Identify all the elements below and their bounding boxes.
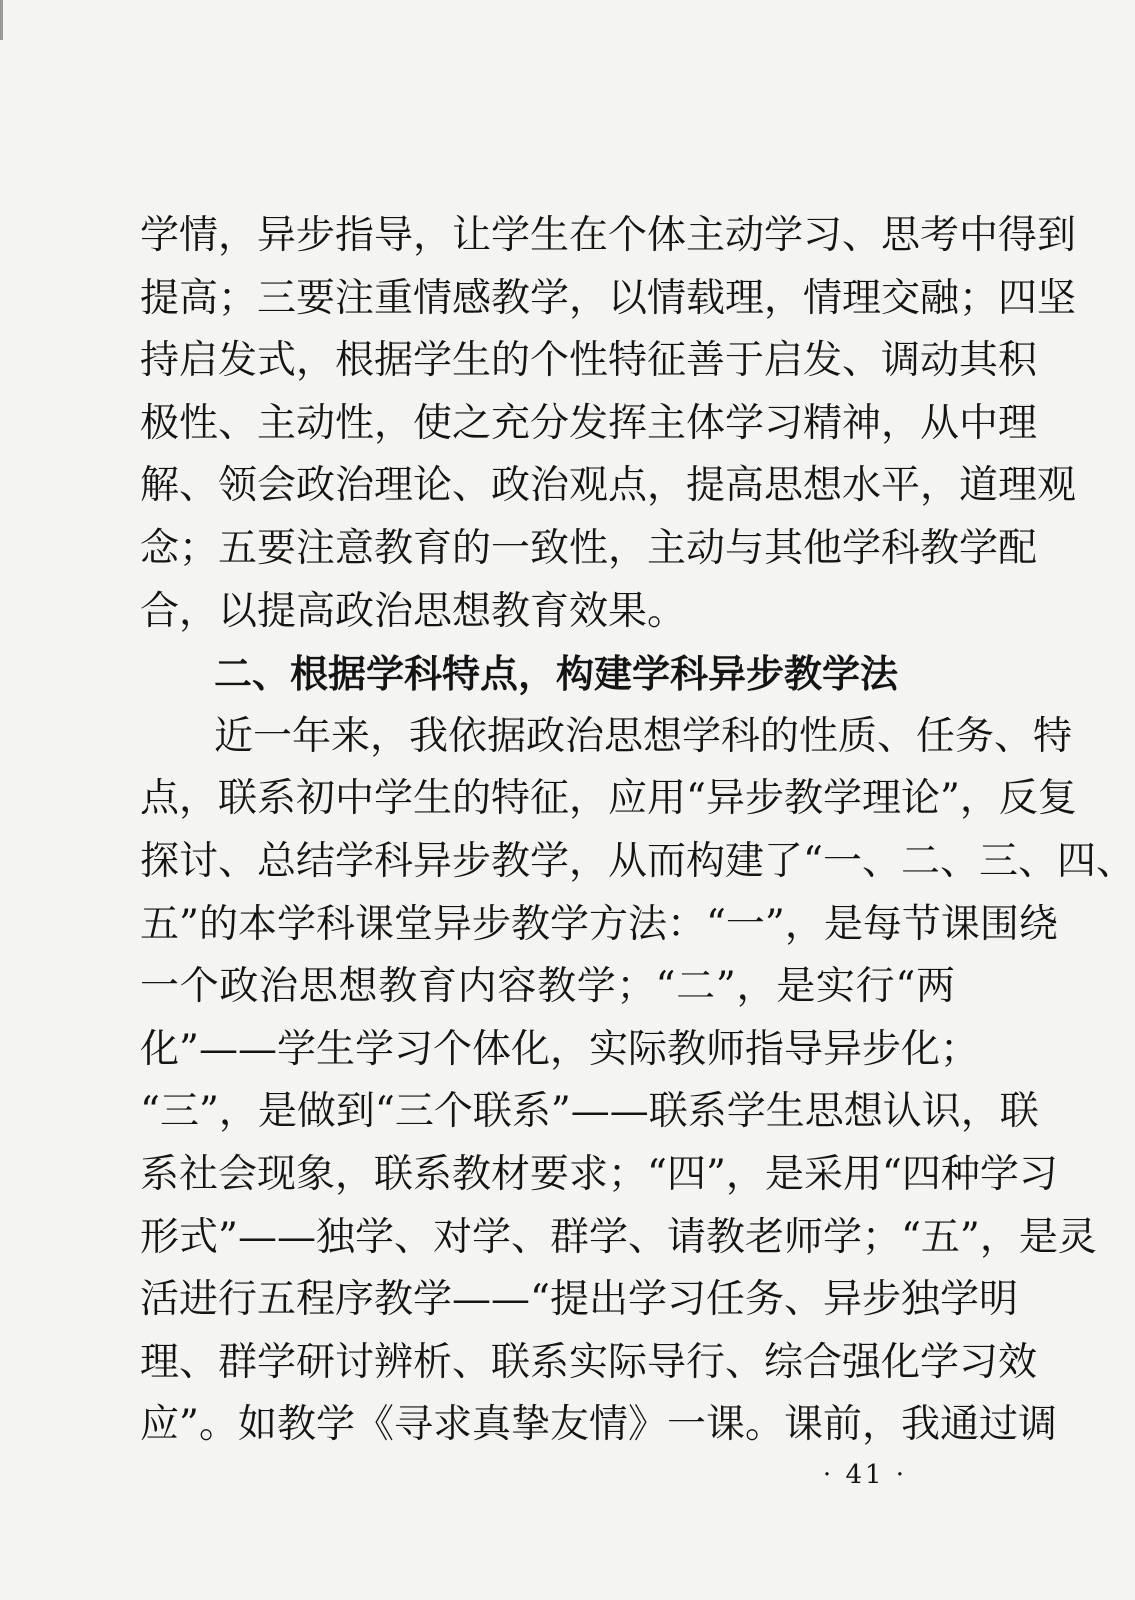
text-line: 近一年来，我依据政治思想学科的性质、任务、特 (214, 713, 1073, 759)
text-line: 极性、主动性，使之充分发挥主体学习精神，从中理 (140, 400, 1038, 446)
text-line: 念；五要注意教育的一致性，主动与其他学科教学配 (140, 525, 1038, 571)
section-heading: 二、根据学科特点，构建学科异步教学法 (214, 652, 899, 697)
scan-edge-mark (0, 0, 3, 40)
text-line: 学情，异步指导，让学生在个体主动学习、思考中得到 (140, 213, 1077, 258)
text-line: 探讨、总结学科异步教学，从而构建了“一、二、三、四、 (140, 838, 1135, 884)
text-line: 活进行五程序教学——“提出学习任务、异步独学明 (140, 1277, 1018, 1323)
text-line: 一个政治思想教育内容教学；“二”，是实行“两 (140, 964, 955, 1010)
text-line: 提高；三要注重情感教学，以情载理，情理交融；四坚 (140, 275, 1077, 321)
text-line: 应”。如教学《寻求真挚友情》一课。课前，我通过调 (140, 1402, 1057, 1448)
body-text (140, 205, 1135, 1457)
text-line: “三”，是做到“三个联系”——联系学生思想认识，联 (140, 1089, 1039, 1135)
text-line: 系社会现象，联系教材要求；“四”，是采用“四种学习 (140, 1151, 1058, 1197)
text-line: 持启发式，根据学生的个性特征善于启发、调动其积 (140, 338, 1038, 384)
text-line: 点，联系初中学生的特征，应用“异步教学理论”，反复 (140, 776, 1077, 822)
page-number: · 41 · (822, 1460, 908, 1490)
text-line: 化”——学生学习个体化，实际教师指导异步化； (140, 1026, 979, 1072)
text-line: 五”的本学科课堂异步教学方法：“一”，是每节课围绕 (140, 901, 1058, 947)
text-line: 理、群学研讨辨析、联系实际导行、综合强化学习效 (140, 1339, 1038, 1385)
text-line: 合，以提高政治思想教育效果。 (140, 588, 687, 634)
text-line: 形式”——独学、对学、群学、请教老师学；“五”，是灵 (140, 1214, 1097, 1260)
text-line: 解、领会政治理论、政治观点，提高思想水平，道理观 (140, 463, 1077, 509)
